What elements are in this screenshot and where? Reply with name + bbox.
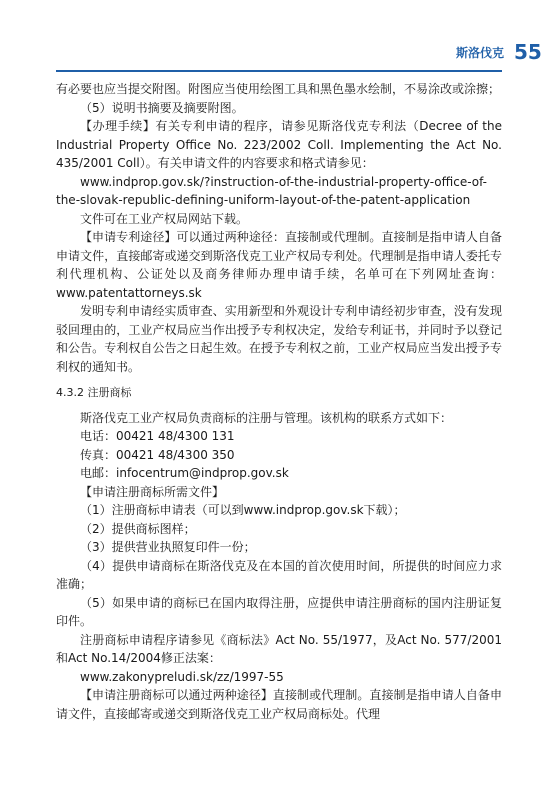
contact-phone: 电话：00421 48/4300 131 xyxy=(80,429,235,443)
paragraph-trademark-office: 斯洛伐克工业产权局负责商标的注册与管理。该机构的联系方式如下： xyxy=(80,410,453,425)
header-rule xyxy=(56,70,502,72)
trademark-law-link[interactable]: www.zakonypreludi.sk/zz/1997-55 xyxy=(80,669,284,684)
page-header xyxy=(0,0,559,82)
paragraph-procedure: 【办理手续】有关专利申请的程序，请参见斯洛伐克专利法（Decree of the Industrial Property Office No. 223/2002 Coll. Implementing the Act No. 435/2001 Coll）。有关申请文件的内容要求和格式请参见： xyxy=(56,119,502,170)
paragraph-abstract: （5）说明书摘要及摘要附图。 xyxy=(80,100,244,115)
documents-heading: 【申请注册商标所需文件】 xyxy=(80,484,225,499)
page-body xyxy=(56,80,502,723)
paragraph-trademark-route: 【申请注册商标可以通过两种途径】直接制或代理制。直接制是指申请人自备申请文件，直接邮寄或递交到斯洛伐克工业产权局商标处。代理 xyxy=(56,688,502,721)
contact-fax: 传真：00421 48/4300 350 xyxy=(80,447,235,462)
contact-email[interactable]: 电邮：infocentrum@indprop.gov.sk xyxy=(80,466,289,480)
section-heading: 4.3.2 注册商标 xyxy=(56,386,132,399)
patent-format-link[interactable]: www.indprop.gov.sk/?instruction-of-the-industrial-property-office-of-the-slovak-republic-defining-uniform-layout-of-the-patent-application xyxy=(56,174,487,207)
paragraph-trademark-law: 注册商标申请程序请参见《商标法》Act No. 55/1977，及Act No. 577/2001和Act No.14/2004修正法案： xyxy=(56,632,502,665)
paragraph-examination: 发明专利申请经实质审查、实用新型和外观设计专利申请经初步审查，没有发现驳回理由的，工业产权局应当作出授予专利权决定，发给专利证书，并同时予以登记和公告。专利权自公告之日起生效。在授予专利权之前，工业产权局应当发出授予专利权的通知书。 xyxy=(56,304,502,374)
page-number: 55 xyxy=(514,40,542,64)
list-item: （4）提供申请商标在斯洛伐克及在本国的首次使用时间，所提供的时间应力求准确； xyxy=(56,558,502,591)
paragraph-download: 文件可在工业产权局网站下载。 xyxy=(80,211,249,226)
paragraph-application-route: 【申请专利途径】可以通过两种途径：直接制或代理制。直接制是指申请人自备申请文件，直接邮寄或递交到斯洛伐克工业产权局专利处。代理制是指申请人委托专利代理机构、公证处以及商务律师办理申请手续，名单可在下列网址查询：www.patentattorneys.sk xyxy=(56,230,502,300)
list-item: （1）注册商标申请表（可以到www.indprop.gov.sk下载）； xyxy=(80,503,406,517)
list-item: （2）提供商标图样； xyxy=(80,521,196,536)
list-item: （5）如果申请的商标已在国内取得注册，应提供申请注册商标的国内注册证复印件。 xyxy=(56,595,502,628)
paragraph-drawing-requirement: 有必要也应当提交附图。附图应当使用绘图工具和黑色墨水绘制，不易涂改或涂擦； xyxy=(56,82,501,96)
header-title: 斯洛伐克 xyxy=(456,46,505,60)
list-item: （3）提供营业执照复印件一份； xyxy=(80,540,256,554)
